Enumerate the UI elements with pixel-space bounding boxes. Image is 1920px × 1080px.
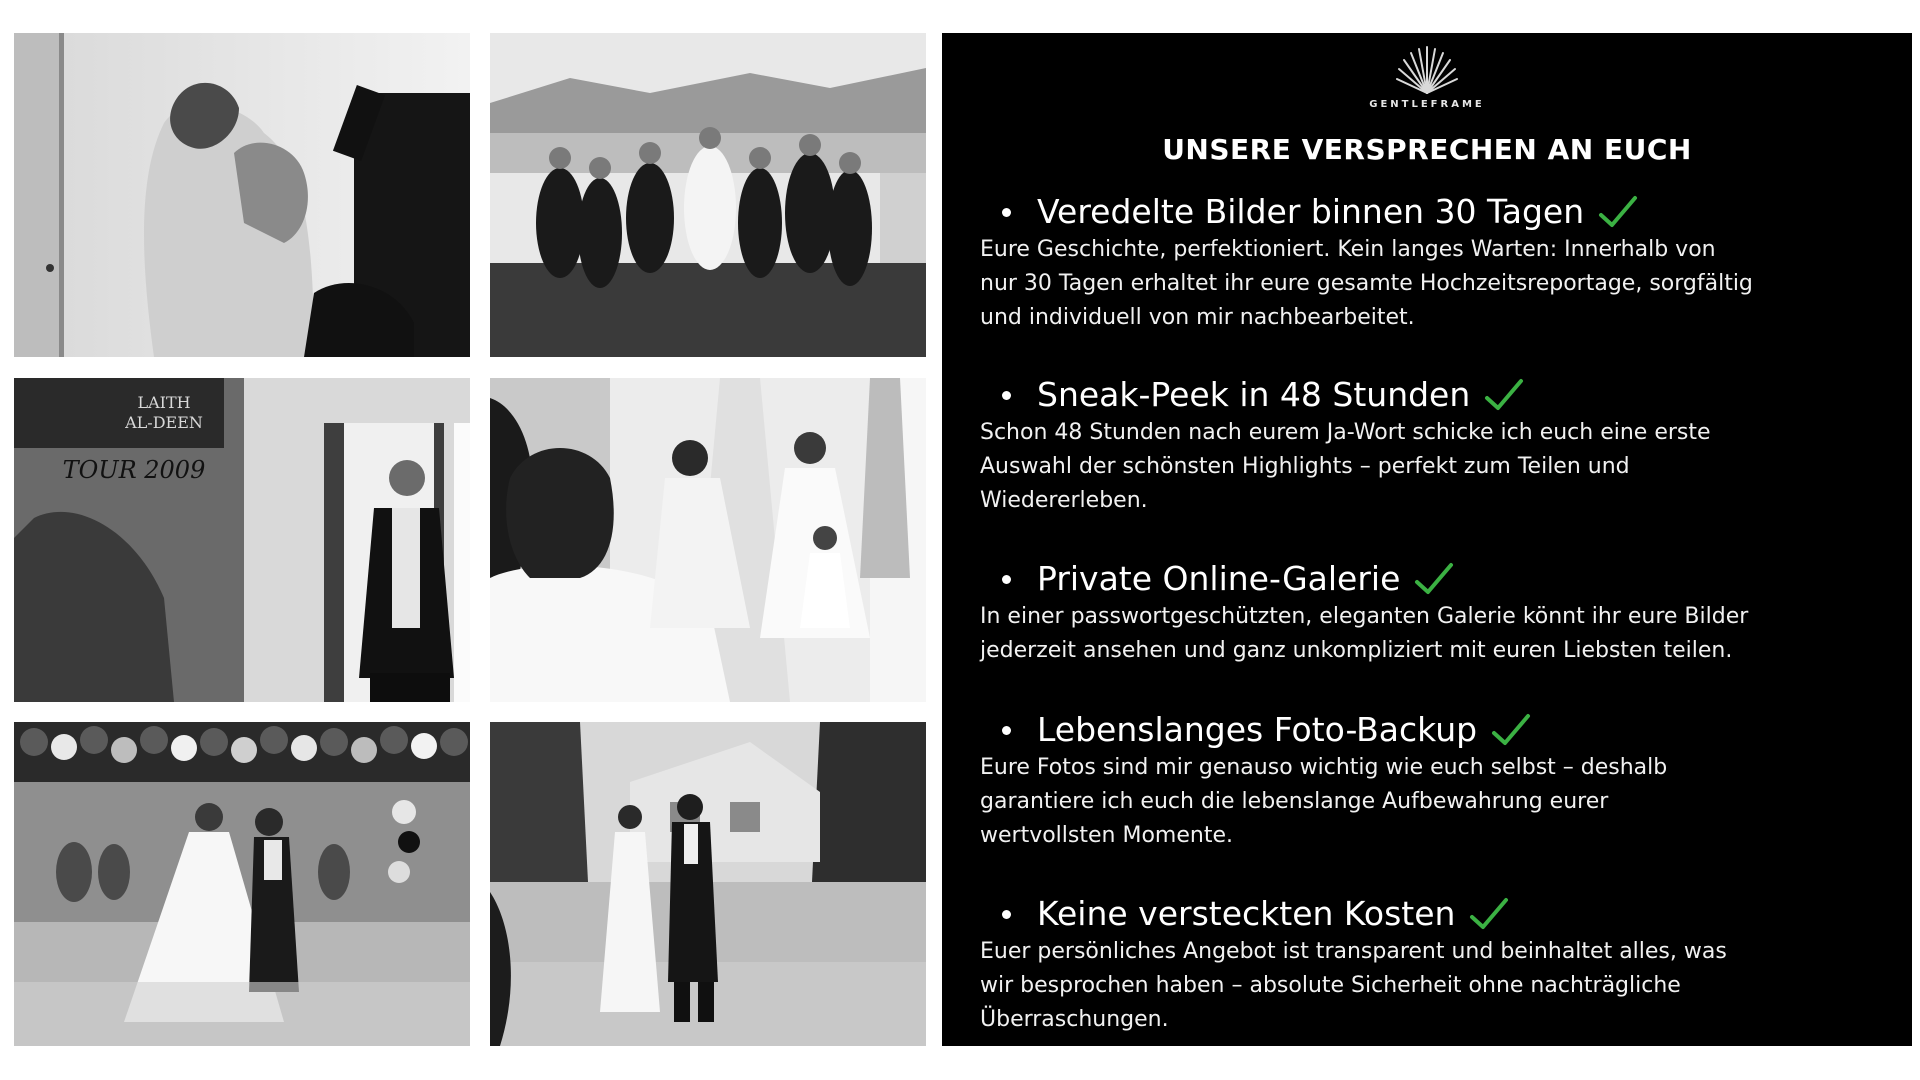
promise-heading: Private Online-Galerie xyxy=(1037,559,1401,598)
promise-line: und individuell von mir nachbearbeitet. xyxy=(980,305,1415,330)
checkmark-icon xyxy=(1469,897,1509,931)
promise-line: Euer persönliches Angebot ist transparent und beinhaltet alles, was xyxy=(980,939,1727,964)
promise-line: Schon 48 Stunden nach eurem Ja-Wort schicke ich euch eine erste xyxy=(980,420,1711,445)
promise-item xyxy=(980,893,1880,1037)
poster-text-tour: TOUR 2009 xyxy=(62,456,206,484)
promise-heading-row xyxy=(1002,893,1880,935)
bullet-icon xyxy=(1002,391,1011,400)
promise-line: In einer passwortgeschützten, eleganten Galerie könnt ihr eure Bilder xyxy=(980,604,1749,629)
brand-logo xyxy=(942,43,1912,110)
promise-item xyxy=(980,374,1880,518)
bullet-icon xyxy=(1002,575,1011,584)
logo-text: GENTLEFRAME xyxy=(1369,99,1485,110)
promise-line: Überraschungen. xyxy=(980,1007,1169,1032)
poster-text-laith: LAITH xyxy=(137,393,191,412)
promise-heading-row xyxy=(1002,191,1880,233)
checkmark-icon xyxy=(1414,562,1454,596)
promise-heading-row xyxy=(1002,374,1880,416)
palm-leaf-logo-icon xyxy=(1395,43,1459,95)
promise-item xyxy=(980,191,1880,335)
promise-line: nur 30 Tagen erhaltet ihr eure gesamte Hochzeitsreportage, sorgfältig xyxy=(980,271,1753,296)
panel-title: UNSERE VERSPRECHEN AN EUCH xyxy=(1162,133,1692,166)
promise-description xyxy=(980,600,1880,668)
photo-groom-window xyxy=(14,378,470,702)
promise-item xyxy=(980,709,1880,853)
promise-heading-row xyxy=(1002,709,1880,751)
promise-heading: Sneak-Peek in 48 Stunden xyxy=(1037,375,1471,414)
photo-bridesmaids xyxy=(490,33,926,357)
promise-description xyxy=(980,935,1880,1037)
promise-heading: Lebenslanges Foto-Backup xyxy=(1037,710,1478,749)
promise-heading: Keine versteckten Kosten xyxy=(1037,894,1456,933)
bullet-icon xyxy=(1002,726,1011,735)
promise-line: jederzeit ansehen und ganz unkompliziert mit euren Liebsten teilen. xyxy=(980,638,1733,663)
promise-line: Auswahl der schönsten Highlights – perfekt zum Teilen und xyxy=(980,454,1630,479)
promise-line: wertvollsten Momente. xyxy=(980,823,1233,848)
photo-first-dance xyxy=(14,722,470,1046)
promise-heading: Veredelte Bilder binnen 30 Tagen xyxy=(1037,192,1585,231)
promise-line: garantiere ich euch die lebenslange Aufbewahrung eurer xyxy=(980,789,1609,814)
promise-line: Wiedererleben. xyxy=(980,488,1148,513)
checkmark-icon xyxy=(1598,195,1638,229)
promise-line: wir besprochen haben – absolute Sicherheit ohne nachträgliche xyxy=(980,973,1681,998)
promise-item xyxy=(980,558,1880,668)
photo-bride-dressing xyxy=(490,378,926,702)
poster-text-al-deen: AL-DEEN xyxy=(125,413,203,432)
checkmark-icon xyxy=(1484,378,1524,412)
promise-description xyxy=(980,233,1880,335)
checkmark-icon xyxy=(1491,713,1531,747)
promises-panel xyxy=(942,33,1912,1046)
promise-heading-row xyxy=(1002,558,1880,600)
bullet-icon xyxy=(1002,208,1011,217)
photo-couple-garden xyxy=(490,722,926,1046)
promise-line: Eure Geschichte, perfektioniert. Kein langes Warten: Innerhalb von xyxy=(980,237,1716,262)
bullet-icon xyxy=(1002,910,1011,919)
promise-description xyxy=(980,416,1880,518)
promise-description xyxy=(980,751,1880,853)
photo-hug xyxy=(14,33,470,357)
promise-line: Eure Fotos sind mir genauso wichtig wie euch selbst – deshalb xyxy=(980,755,1668,780)
